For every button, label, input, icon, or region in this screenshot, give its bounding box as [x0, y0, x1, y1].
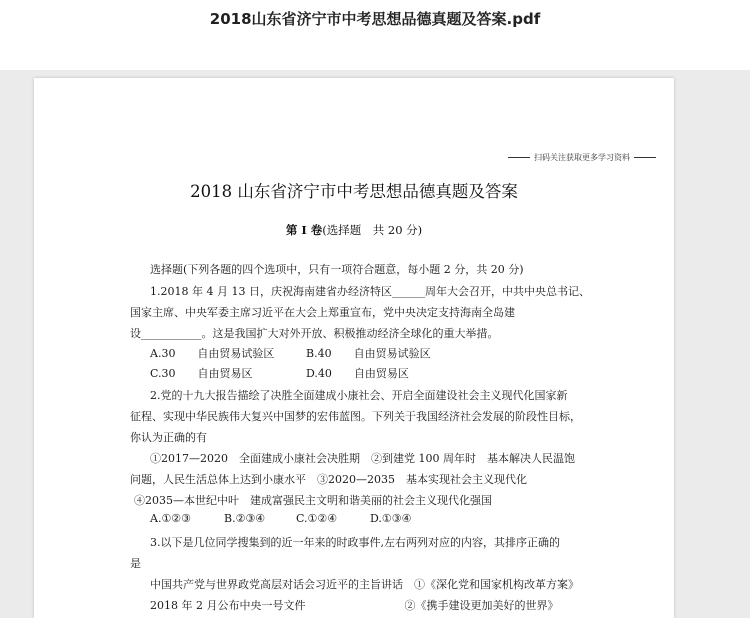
q1-option-d: D.40 自由贸易区 — [306, 367, 409, 380]
q3-line-1: 3.以下是几位同学搜集到的近一年来的时政事件,左右两列对应的内容，其排序正确的 — [150, 536, 560, 549]
header-note-text: 扫码关注获取更多学习资料 — [534, 153, 630, 162]
q2-option-c: C.①②④ — [296, 512, 338, 525]
q3-line-4: 2018 年 2 月公布中央一号文件 ②《携手建设更加美好的世界》 — [150, 599, 559, 612]
document-title: 2018山东省济宁市中考思想品德真题及答案.pdf — [209, 10, 541, 28]
q2-option-d: D.①③④ — [370, 512, 412, 525]
pdf-page — [34, 78, 674, 618]
q2-line-2: 征程、实现中华民族伟大复兴中国梦的宏伟蓝图。下列关于我国经济社会发展的阶段性目标， — [130, 410, 581, 423]
intro-line: 选择题(下列各题的四个选项中，只有一项符合题意，每小题 2 分，共 20 分) — [150, 263, 524, 276]
q2-line-5: 问题，人民生活总体上达到小康水平 ③2020—2035 基本实现社会主义现代化 — [130, 473, 527, 486]
title-bar — [0, 0, 750, 70]
right-dash — [634, 157, 656, 158]
q1-option-c: C.30 自由贸易区 — [150, 367, 253, 380]
q1-option-a: A.30 自由贸易试验区 — [150, 347, 275, 360]
q1-option-b: B.40 自由贸易试验区 — [306, 347, 431, 360]
q3-line-3: 中国共产党与世界政党高层对话会习近平的主旨讲话 ①《深化党和国家机构改革方案》 — [150, 578, 579, 591]
header-note — [508, 152, 656, 163]
section-title-rest: (选择题 共 20 分) — [322, 223, 423, 237]
q1-line-3: 设___________。这是我国扩大对外开放、积极推动经济全球化的重大举措。 — [130, 327, 499, 340]
q2-option-b: B.②③④ — [224, 512, 266, 525]
left-dash — [508, 157, 530, 158]
q2-line-6: ④2035—本世纪中叶 建成富强民主文明和谐美丽的社会主义现代化强国 — [134, 494, 492, 507]
q1-line-1: 1.2018 年 4 月 13 日，庆祝海南建省办经济特区______周年大会召开，中共中央总书记、 — [150, 285, 590, 298]
q2-line-4: ①2017—2020 全面建成小康社会决胜期 ②到建党 100 周年时 基本解决人民温饱 — [150, 452, 575, 465]
q2-line-1: 2.党的十九大报告描绘了决胜全面建成小康社会、开启全面建设社会主义现代化国家新 — [150, 389, 568, 402]
section-title — [34, 222, 674, 238]
q3-line-2: 是 — [130, 557, 141, 570]
q2-option-a: A.①②③ — [150, 512, 192, 525]
section-title-bold: 第 I 卷 — [285, 223, 323, 237]
q2-line-3: 你认为正确的有 — [130, 431, 207, 444]
q1-line-2: 国家主席、中央军委主席习近平在大会上郑重宣布，党中央决定支持海南全岛建 — [130, 306, 515, 319]
paper-title: 2018 山东省济宁市中考思想品德真题及答案 — [190, 182, 518, 201]
